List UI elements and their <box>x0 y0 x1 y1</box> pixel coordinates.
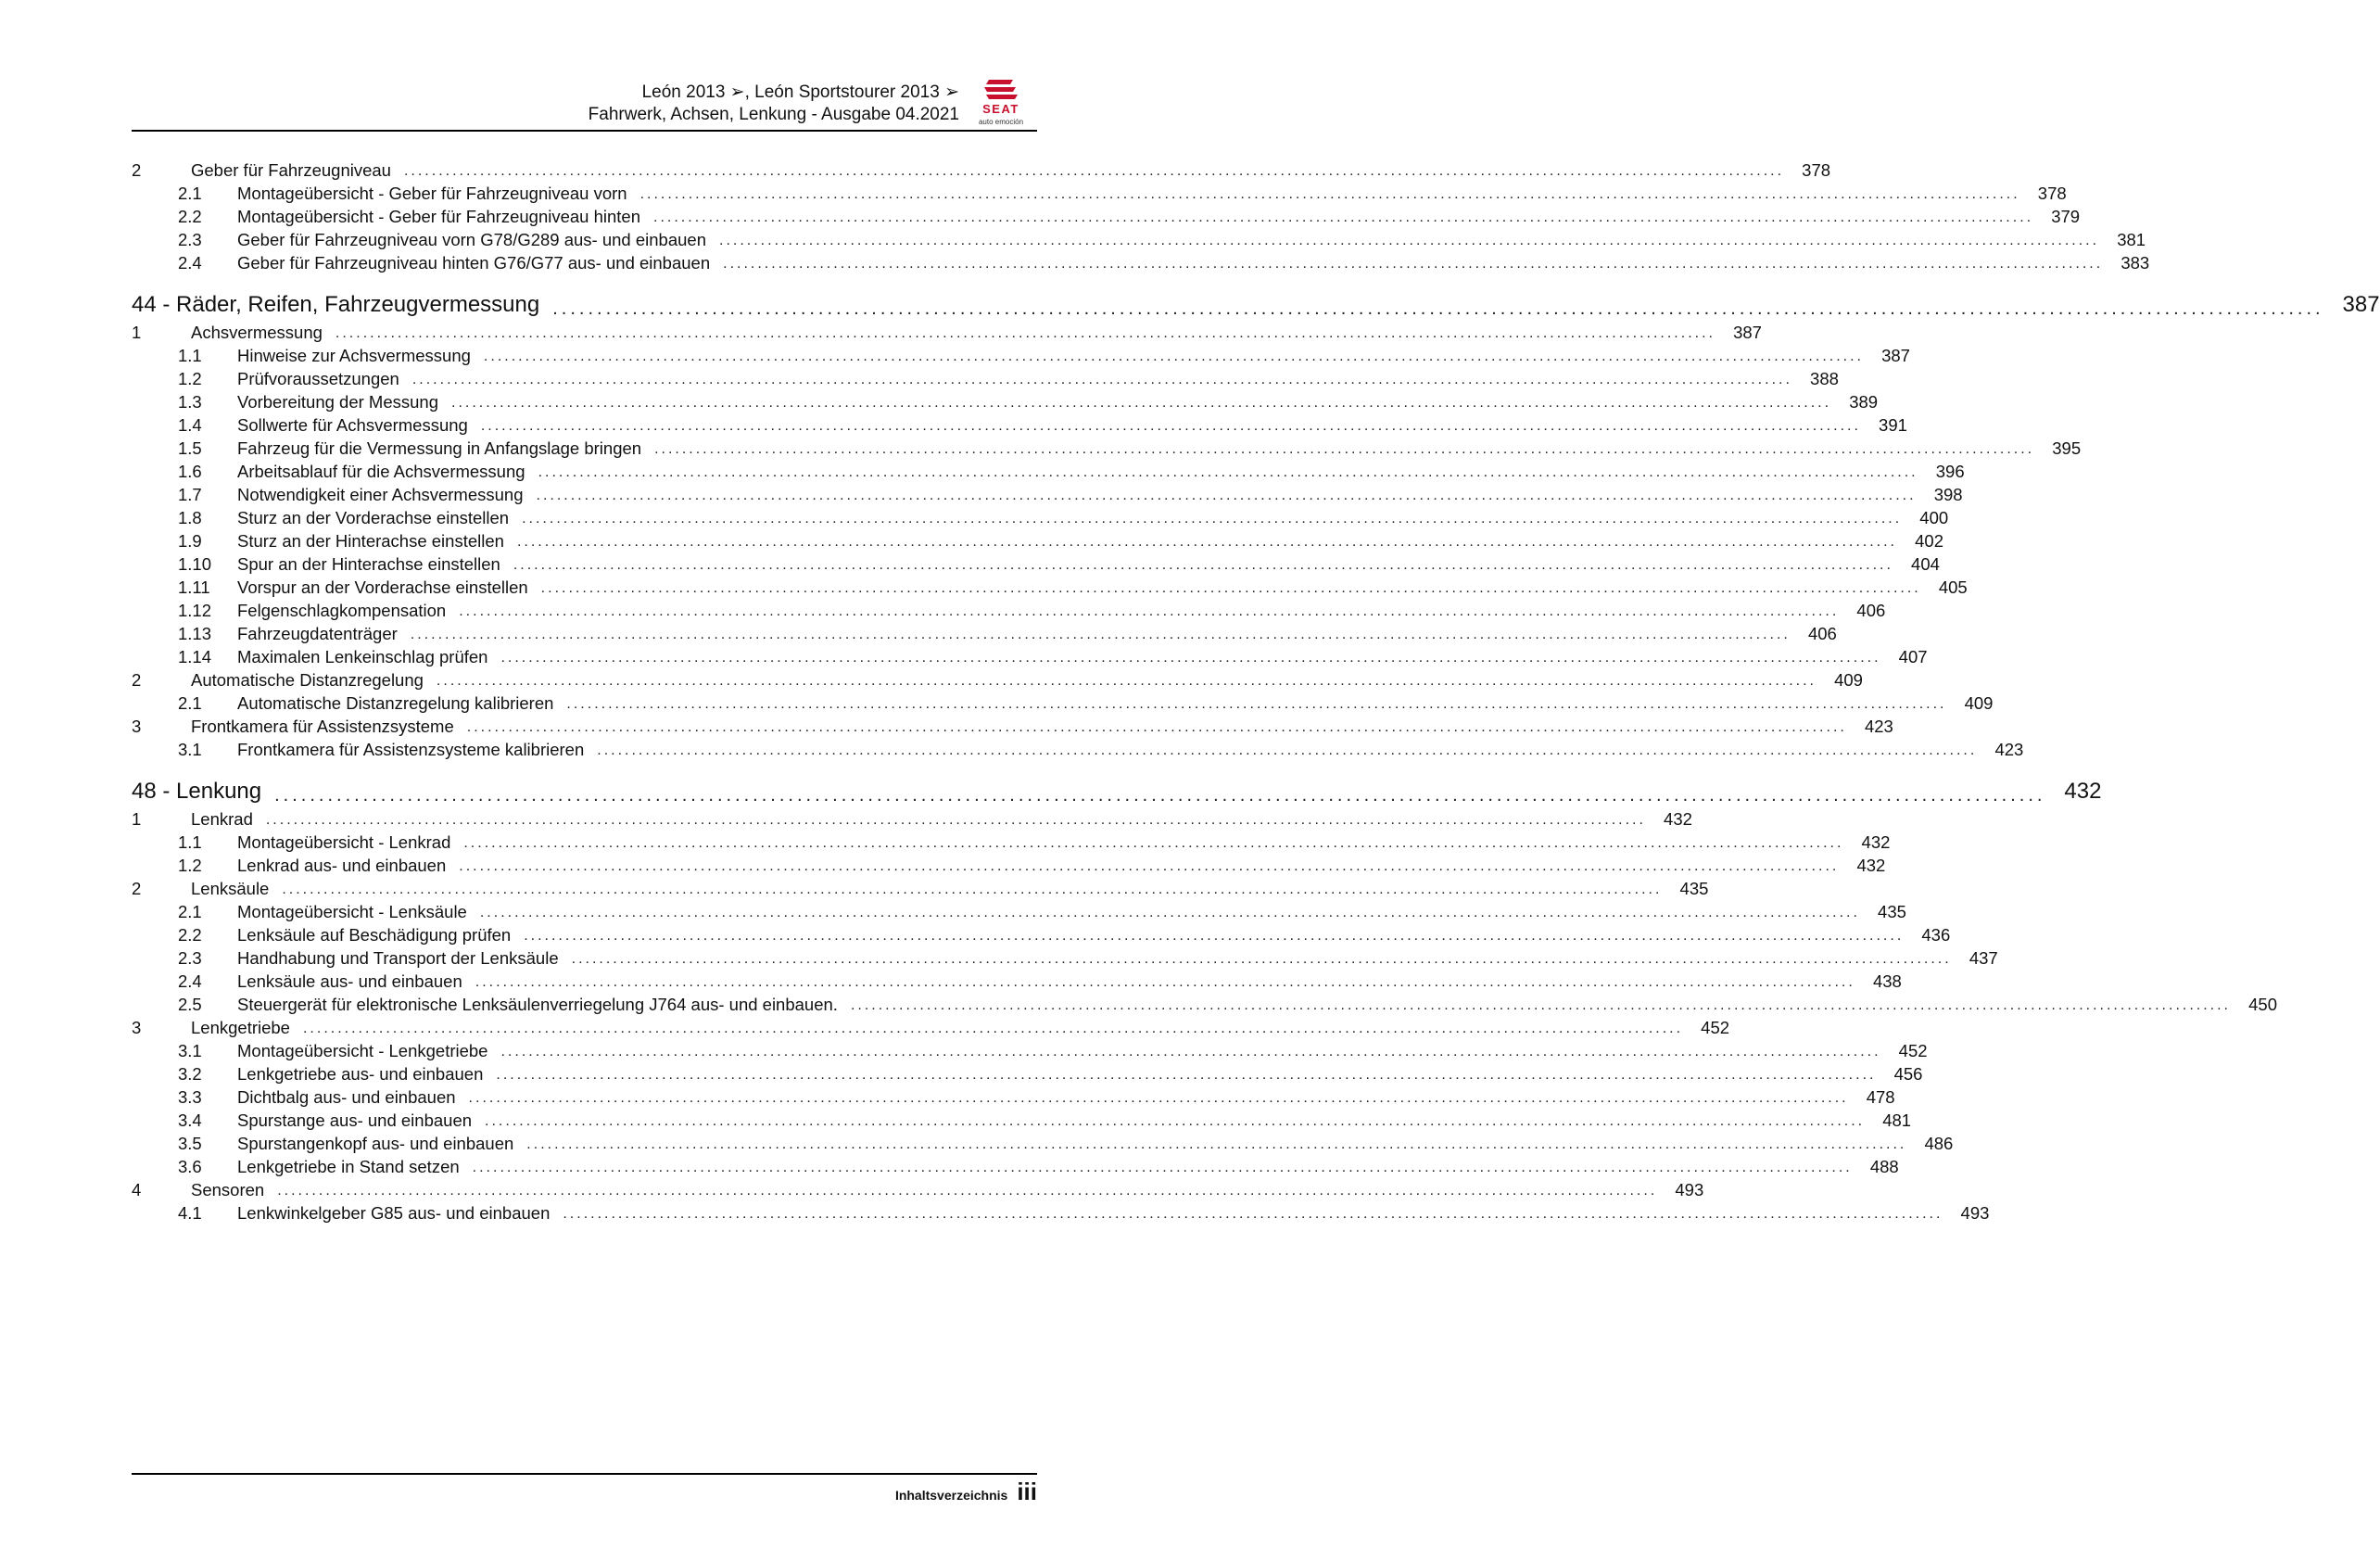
toc-entry-title: Steuergerät für elektronische Lenksäulenverriegelung J764 aus- und einbauen. <box>237 995 838 1014</box>
toc-entry-title: Vorbereitung der Messung <box>237 392 438 412</box>
toc-entry-number: 1.3 <box>178 392 202 412</box>
toc-dot-leader: ........................................................................................................................................................................................................ <box>500 650 1881 666</box>
toc-entry-page: 423 <box>1864 717 1893 736</box>
toc-entry-title: Montageübersicht - Geber für Fahrzeugniveau vorn <box>237 184 627 203</box>
toc-sub-entry[interactable] <box>132 227 2146 250</box>
toc-entry-page: 452 <box>1701 1018 1730 1037</box>
toc-sub-entry[interactable] <box>132 250 2150 273</box>
toc-entry-page: 436 <box>1921 925 1951 945</box>
toc-dot-leader: ........................................................................................................................................................................................................ <box>566 696 1947 712</box>
toc-dot-leader: ........................................................................................................................................................................................................ <box>850 997 2231 1013</box>
toc-entry-page: 409 <box>1834 670 1863 690</box>
toc-entry-number: 1.11 <box>178 577 210 597</box>
seat-logo <box>965 78 1037 130</box>
toc-dot-leader: ........................................................................................................................................................................................................ <box>563 1206 1943 1222</box>
toc-sub-entry[interactable] <box>132 436 2082 459</box>
toc-dot-leader: ........................................................................................................................................................................................................ <box>459 858 1840 874</box>
toc-entry-number: 3.6 <box>178 1157 202 1176</box>
toc-sub-entry[interactable] <box>132 575 1968 598</box>
toc-entry-number: 2.3 <box>178 230 202 249</box>
toc-dot-leader: ........................................................................................................................................................................................................ <box>411 372 1792 387</box>
toc-entry-title: Geber für Fahrzeugniveau <box>191 160 391 180</box>
toc-entry-page: 432 <box>1856 856 1886 875</box>
toc-entry-number: 2 <box>132 879 142 898</box>
toc-entry-title: Automatische Distanzregelung kalibrieren <box>237 693 554 713</box>
toc-sub-entry[interactable] <box>132 598 1886 621</box>
toc-chapter-entry[interactable] <box>132 771 2102 806</box>
toc-entry-page: 435 <box>1878 902 1906 921</box>
toc-entry-page: 432 <box>2064 779 2102 804</box>
toc-entry-number: 3.1 <box>178 740 202 759</box>
seat-logo-wordmark: SEAT <box>982 102 1019 116</box>
toc-entry-page: 378 <box>1802 160 1831 180</box>
toc-dot-leader: ........................................................................................................................................................................................................ <box>496 1067 1877 1083</box>
toc-entry-title: Frontkamera für Assistenzsysteme <box>191 717 454 736</box>
toc-entry-number: 4.1 <box>178 1203 202 1223</box>
toc-entry-number: 3 <box>132 1018 142 1037</box>
toc-entry-title: Montageübersicht - Geber für Fahrzeugniveau hinten <box>237 207 641 226</box>
toc-entry-page: 450 <box>2248 995 2277 1014</box>
toc-dot-leader: ........................................................................................................................................................................................................ <box>479 905 1860 920</box>
toc-entry-title: Lenkgetriebe <box>191 1018 290 1037</box>
toc-dot-leader: ........................................................................................................................................................................................................ <box>719 233 2100 248</box>
toc-entry-number: 1.10 <box>178 554 212 574</box>
toc-entry-page: 437 <box>1969 948 1998 968</box>
toc-entry-number: 2.3 <box>178 948 202 968</box>
toc-entry-number: 1.7 <box>178 485 202 504</box>
toc-section-entry[interactable] <box>132 806 1692 830</box>
toc-entry-page: 381 <box>2117 230 2146 249</box>
toc-entry-page: 493 <box>1960 1203 1990 1223</box>
toc-entry-title: Handhabung und Transport der Lenksäule <box>237 948 559 968</box>
toc-section-entry[interactable] <box>132 1015 1730 1038</box>
toc-sub-entry[interactable] <box>132 204 2081 227</box>
toc-section-entry[interactable] <box>132 667 1863 691</box>
toc-sub-entry[interactable] <box>132 459 1965 482</box>
toc-dot-leader: ........................................................................................................................................................................................................ <box>516 534 1897 550</box>
toc-entry-title: Sturz an der Hinterachse einstellen <box>237 531 504 551</box>
toc-entry-title: Geber für Fahrzeugniveau hinten G76/G77 aus- und einbauen <box>237 253 711 273</box>
toc-dot-leader: ........................................................................................................................................................................................................ <box>472 1160 1853 1175</box>
toc-entry-title: Montageübersicht - Lenkgetriebe <box>237 1041 488 1060</box>
toc-entry-number: 2.4 <box>178 253 202 273</box>
toc-entry-title: Automatische Distanzregelung <box>191 670 424 690</box>
toc-section-entry[interactable] <box>132 1177 1704 1200</box>
toc-entry-number: 2.2 <box>178 925 202 945</box>
toc-entry-title: Sensoren <box>191 1180 265 1199</box>
toc-entry-title: Felgenschlagkompensation <box>237 601 447 620</box>
toc-entry-page: 387 <box>1881 346 1910 365</box>
toc-entry-title: Achsvermessung <box>191 323 323 342</box>
toc-entry-title: Lenkrad <box>191 809 253 829</box>
toc-entry-page: 407 <box>1898 647 1928 666</box>
toc-sub-entry[interactable] <box>132 1108 1912 1131</box>
toc-section-entry[interactable] <box>132 320 1762 343</box>
toc-dot-leader: ........................................................................................................................................................................................................ <box>540 580 1921 596</box>
toc-entry-title: Lenksäule aus- und einbauen <box>237 971 462 991</box>
toc-dot-leader: ........................................................................................................................................................................................................ <box>571 951 1952 967</box>
toc-entry-number: 1.1 <box>178 832 202 852</box>
toc-section-entry[interactable] <box>132 714 1893 737</box>
page-header <box>132 78 1037 130</box>
toc-entry-page: 391 <box>1879 415 1907 435</box>
toc-sub-entry[interactable] <box>132 1131 1954 1154</box>
toc-dot-leader: ........................................................................................................................................................................................................ <box>522 511 1903 527</box>
toc-entry-page: 438 <box>1872 971 1902 991</box>
toc-entry-page: 379 <box>2051 207 2081 226</box>
toc-entry-number: 3 <box>132 717 142 736</box>
toc-dot-leader: ........................................................................................................................................................................................................ <box>513 557 1893 573</box>
toc-entry-page: 481 <box>1882 1110 1912 1130</box>
toc-entry-page: 406 <box>1807 624 1837 643</box>
toc-entry-page: 389 <box>1849 392 1879 412</box>
toc-entry-title: Spur an der Hinterachse einstellen <box>237 554 500 574</box>
toc-entry-number: 1.14 <box>178 647 212 666</box>
toc-section-entry[interactable] <box>132 158 1831 181</box>
toc-entry-number: 1.9 <box>178 531 202 551</box>
toc-entry-number: 4 <box>132 1180 142 1199</box>
toc-entry-page: 387 <box>2342 292 2380 317</box>
toc-entry-title: Sturz an der Vorderachse einstellen <box>237 508 510 527</box>
toc-sub-entry[interactable] <box>132 899 1906 922</box>
toc-sub-entry[interactable] <box>132 343 1910 366</box>
toc-sub-entry[interactable] <box>132 691 1994 714</box>
header-edition-line: Fahrwerk, Achsen, Lenkung - Ausgabe 04.2021 <box>588 105 959 124</box>
toc-entry-title: Fahrzeugdatenträger <box>237 624 398 643</box>
toc-sub-entry[interactable] <box>132 366 1839 389</box>
toc-entry-page: 488 <box>1869 1157 1899 1176</box>
toc-entry-title: Lenkrad aus- und einbauen <box>237 856 447 875</box>
toc-entry-number: 2.4 <box>178 971 202 991</box>
footer-divider <box>132 1473 1037 1475</box>
toc-entry-number: 2.5 <box>178 995 202 1014</box>
toc-entry-number: 1.2 <box>178 369 202 388</box>
toc-entry-title: Sollwerte für Achsvermessung <box>237 415 468 435</box>
toc-entry-title: Lenkgetriebe aus- und einbauen <box>237 1064 484 1084</box>
toc-entry-title: Lenkwinkelgeber G85 aus- und einbauen <box>237 1203 551 1223</box>
toc-entry-title: Frontkamera für Assistenzsysteme kalibrieren <box>237 740 585 759</box>
toc-sub-entry[interactable] <box>132 505 1949 528</box>
toc-sub-entry[interactable] <box>132 482 1963 505</box>
toc-chapter-entry[interactable] <box>132 285 2380 319</box>
toc-entry-number: 1.8 <box>178 508 202 527</box>
toc-entry-title: Arbeitsablauf für die Achsvermessung <box>237 462 525 481</box>
toc-sub-entry[interactable] <box>132 181 2067 204</box>
toc-dot-leader: ........................................................................................................................................................................................................ <box>536 488 1917 503</box>
toc-entry-number: 1 <box>132 809 142 829</box>
toc-dot-leader: ........................................................................................................................................................................................................ <box>483 349 1864 364</box>
toc-entry-page: 388 <box>1810 369 1839 388</box>
toc-dot-leader: ........................................................................................................................................................................................................ <box>597 742 1978 758</box>
toc-entry-number: 3.3 <box>178 1087 202 1107</box>
toc-sub-entry[interactable] <box>132 1154 1899 1177</box>
toc-entry-number: 1 <box>132 323 142 342</box>
toc-dot-leader: ........................................................................................................................................................................................................ <box>723 256 2104 272</box>
toc-dot-leader: ........................................................................................................................................................................................................ <box>403 163 1785 179</box>
toc-entry-title: 48 - Lenkung <box>132 779 262 804</box>
toc-dot-leader: ........................................................................................................................................................................................................ <box>475 974 1855 990</box>
toc-sub-entry[interactable] <box>132 945 1998 969</box>
toc-sub-entry[interactable] <box>132 737 2024 760</box>
toc-entry-page: 406 <box>1856 601 1886 620</box>
toc-dot-leader: ........................................................................................................................................................................................................ <box>480 418 1861 434</box>
toc-dot-leader: ........................................................................................................................................................................................................ <box>526 1136 1907 1152</box>
toc-entry-number: 3.2 <box>178 1064 202 1084</box>
toc-dot-leader: ........................................................................................................................................................................................................ <box>436 673 1817 689</box>
toc-entry-page: 486 <box>1924 1134 1954 1153</box>
toc-entry-title: Maximalen Lenkeinschlag prüfen <box>237 647 488 666</box>
page-footer <box>895 1478 1037 1506</box>
toc-dot-leader: ........................................................................................................................................................................................................ <box>653 209 2034 225</box>
toc-dot-leader: ........................................................................................................................................................................................................ <box>302 1021 1684 1036</box>
toc-dot-leader: ........................................................................................................................................................................................................ <box>500 1044 1881 1060</box>
toc-entry-number: 2.2 <box>178 207 202 226</box>
toc-entry-page: 493 <box>1675 1180 1704 1199</box>
toc-dot-leader: ........................................................................................................................................................................................................ <box>552 298 2324 319</box>
toc-dot-leader: ........................................................................................................................................................................................................ <box>485 1113 1866 1129</box>
toc-entry-title: Lenksäule <box>191 879 270 898</box>
toc-sub-entry[interactable] <box>132 853 1886 876</box>
toc-entry-page: 432 <box>1664 809 1692 829</box>
toc-entry-number: 2 <box>132 160 142 180</box>
toc-entry-page: 456 <box>1893 1064 1923 1084</box>
toc-entry-page: 478 <box>1866 1087 1895 1107</box>
toc-entry-number: 2.1 <box>178 693 202 713</box>
toc-dot-leader: ........................................................................................................................................................................................................ <box>277 1183 1658 1199</box>
toc-entry-title: Prüfvoraussetzungen <box>237 369 399 388</box>
toc-sub-entry[interactable] <box>132 552 1940 575</box>
toc-entry-title: Fahrzeug für die Vermessung in Anfangslage bringen <box>237 438 642 458</box>
toc-entry-number: 3.4 <box>178 1110 202 1130</box>
toc-entry-page: 404 <box>1911 554 1940 574</box>
toc-entry-title: Montageübersicht - Lenkrad <box>237 832 451 852</box>
toc-entry-title: Dichtbalg aus- und einbauen <box>237 1087 456 1107</box>
toc-entry-number: 2 <box>132 670 142 690</box>
toc-dot-leader: ........................................................................................................................................................................................................ <box>282 882 1663 897</box>
toc-entry-title: Lenksäule auf Beschädigung prüfen <box>237 925 512 945</box>
toc-dot-leader: ........................................................................................................................................................................................................ <box>335 325 1715 341</box>
toc-sub-entry[interactable] <box>132 1038 1928 1061</box>
header-model-line: León 2013 ➢, León Sportstourer 2013 ➢ <box>641 82 959 102</box>
toc-entry-page: 398 <box>1933 485 1963 504</box>
toc-dot-leader: ........................................................................................................................................................................................................ <box>410 627 1791 642</box>
toc-entry-number: 2.1 <box>178 902 202 921</box>
toc-dot-leader: ........................................................................................................................................................................................................ <box>463 835 1844 851</box>
toc-entry-title: Geber für Fahrzeugniveau vorn G78/G289 aus- und einbauen <box>237 230 706 249</box>
toc-entry-number: 3.5 <box>178 1134 202 1153</box>
toc-entry-page: 395 <box>2052 438 2082 458</box>
toc-entry-number: 2.1 <box>178 184 202 203</box>
toc-dot-leader: ........................................................................................................................................................................................................ <box>468 1090 1849 1106</box>
toc-entry-number: 1.1 <box>178 346 202 365</box>
toc-sub-entry[interactable] <box>132 389 1879 412</box>
toc-entry-page: 383 <box>2120 253 2150 273</box>
toc-sub-entry[interactable] <box>132 830 1891 853</box>
toc-entry-page: 400 <box>1919 508 1949 527</box>
toc-entry-page: 409 <box>1964 693 1994 713</box>
toc-entry-title: Lenkgetriebe in Stand setzen <box>237 1157 460 1176</box>
toc-sub-entry[interactable] <box>132 922 1951 945</box>
seat-emblem-icon <box>984 80 1018 99</box>
toc-dot-leader: ........................................................................................................................................................................................................ <box>451 395 1832 411</box>
toc-entry-page: 405 <box>1938 577 1968 597</box>
toc-dot-leader: ........................................................................................................................................................................................................ <box>524 928 1905 944</box>
toc-entry-title: Montageübersicht - Lenksäule <box>237 902 467 921</box>
toc-sub-entry[interactable] <box>132 528 1943 552</box>
toc-dot-leader: ........................................................................................................................................................................................................ <box>459 603 1840 619</box>
toc-entry-page: 378 <box>2037 184 2067 203</box>
toc-entry-title: Notwendigkeit einer Achsvermessung <box>237 485 524 504</box>
toc-sub-entry[interactable] <box>132 644 1928 667</box>
header-text <box>589 82 959 126</box>
toc-dot-leader: ........................................................................................................................................................................................................ <box>466 719 1847 735</box>
toc-entry-page: 387 <box>1733 323 1762 342</box>
toc-section-entry[interactable] <box>132 876 1709 899</box>
footer-section-label: Inhaltsverzeichnis <box>894 1488 1008 1503</box>
toc-dot-leader: ........................................................................................................................................................................................................ <box>639 186 2020 202</box>
toc-entry-number: 1.13 <box>178 624 212 643</box>
toc-entry-number: 1.4 <box>178 415 202 435</box>
toc-entry-page: 402 <box>1915 531 1943 551</box>
toc-sub-entry[interactable] <box>132 992 2277 1015</box>
table-of-contents <box>132 158 2380 1224</box>
toc-sub-entry[interactable] <box>132 969 1902 992</box>
toc-entry-number: 1.6 <box>178 462 202 481</box>
toc-entry-number: 1.12 <box>178 601 212 620</box>
toc-dot-leader: ........................................................................................................................................................................................................ <box>538 464 1918 480</box>
toc-dot-leader: ........................................................................................................................................................................................................ <box>265 812 1646 828</box>
toc-entry-title: Spurstange aus- und einbauen <box>237 1110 473 1130</box>
toc-entry-number: 1.2 <box>178 856 202 875</box>
toc-sub-entry[interactable] <box>132 1200 1990 1224</box>
toc-sub-entry[interactable] <box>132 1085 1895 1108</box>
toc-entry-title: 44 - Räder, Reifen, Fahrzeugvermessung <box>132 292 540 317</box>
toc-entry-title: Vorspur an der Vorderachse einstellen <box>237 577 528 597</box>
toc-entry-page: 423 <box>1994 740 2024 759</box>
toc-entry-number: 1.5 <box>178 438 202 458</box>
toc-entry-page: 432 <box>1861 832 1891 852</box>
toc-sub-entry[interactable] <box>132 1061 1923 1085</box>
toc-dot-leader: ........................................................................................................................................................................................................ <box>654 441 2035 457</box>
seat-logo-tagline: auto emoción <box>978 118 1024 126</box>
toc-entry-number: 3.1 <box>178 1041 202 1060</box>
header-divider <box>132 130 1037 132</box>
toc-sub-entry[interactable] <box>132 412 1907 436</box>
toc-entry-page: 435 <box>1679 879 1709 898</box>
toc-entry-page: 396 <box>1935 462 1965 481</box>
toc-entry-page: 452 <box>1898 1041 1928 1060</box>
toc-entry-title: Spurstangenkopf aus- und einbauen <box>237 1134 514 1153</box>
toc-sub-entry[interactable] <box>132 621 1837 644</box>
footer-page-number: iii <box>1017 1478 1037 1505</box>
toc-dot-leader: ........................................................................................................................................................................................................ <box>274 785 2046 806</box>
toc-entry-title: Hinweise zur Achsvermessung <box>237 346 471 365</box>
